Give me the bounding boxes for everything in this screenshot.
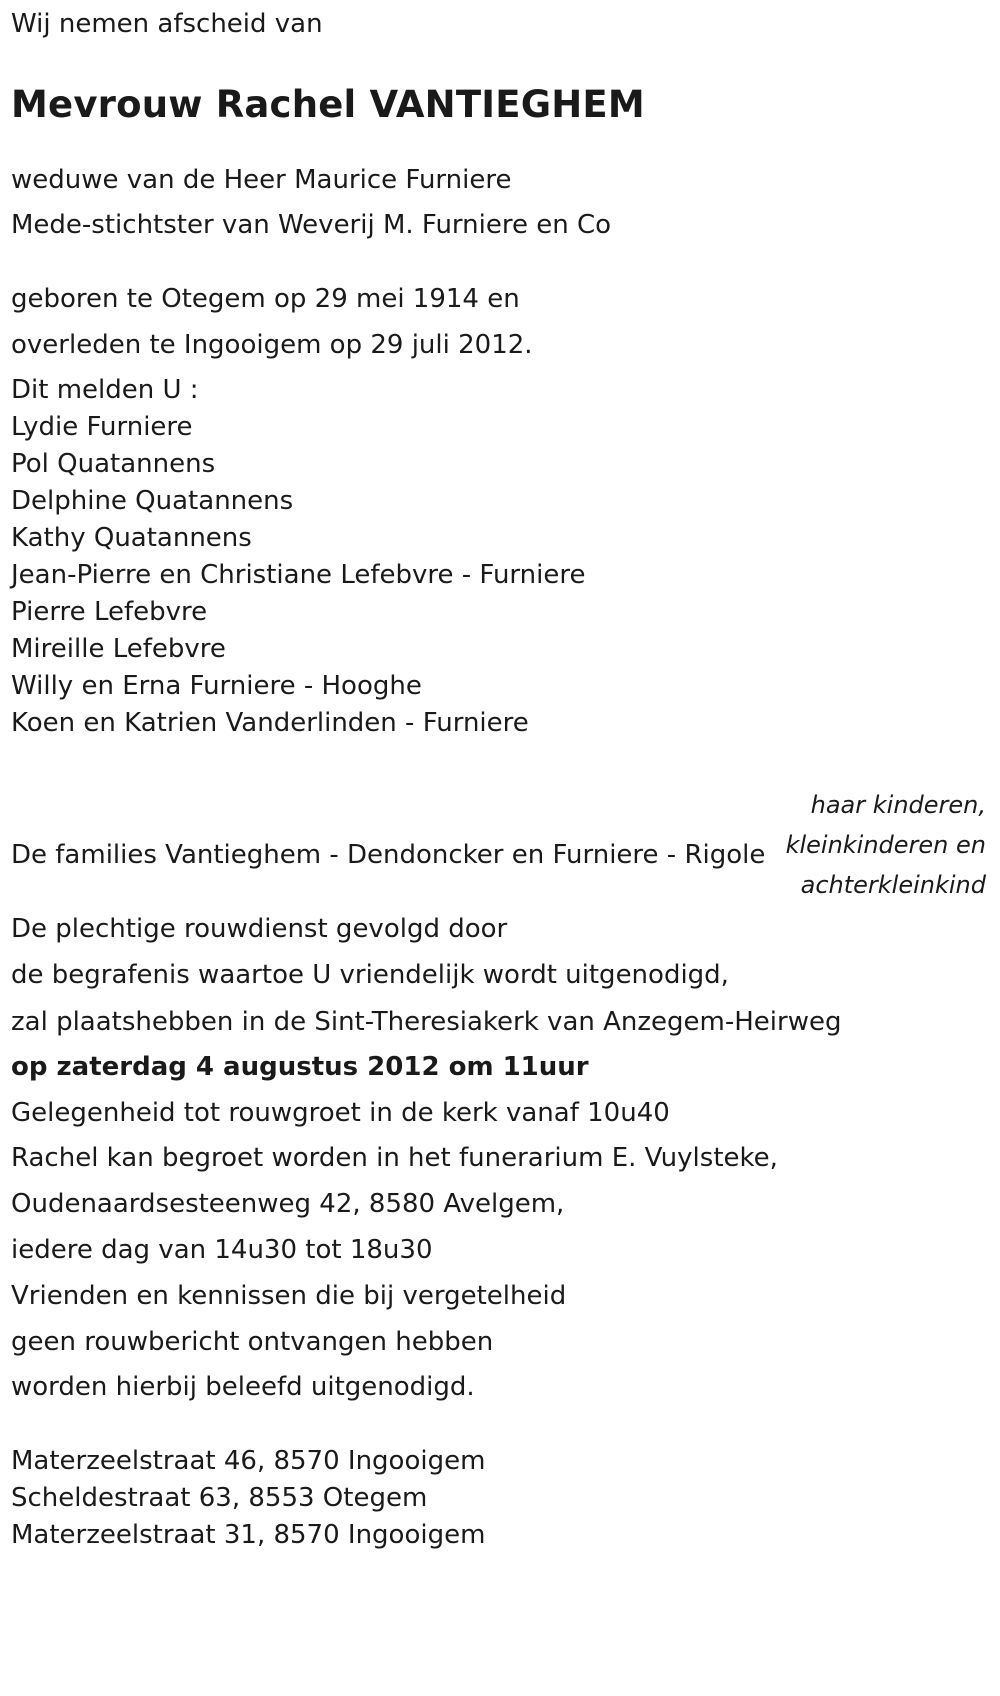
address-line: Scheldestraat 63, 8553 Otegem: [11, 1483, 428, 1513]
detail-line: Vrienden en kennissen die bij vergetelheid: [11, 1281, 567, 1311]
service-line: de begrafenis waartoe U vriendelijk wordt uitgenodigd,: [11, 960, 729, 990]
detail-line: Oudenaardsesteenweg 42, 8580 Avelgem,: [11, 1189, 565, 1219]
relation-line: achterkleinkind: [800, 871, 986, 899]
families-text: De families Vantieghem - Dendoncker en Furniere - Rigole: [11, 840, 766, 870]
relation-line: haar kinderen,: [810, 791, 986, 819]
mourner-item: Koen en Katrien Vanderlinden - Furniere: [11, 708, 529, 738]
detail-line: iedere dag van 14u30 tot 18u30: [11, 1235, 433, 1265]
detail-line: Rachel kan begroet worden in het funerarium E. Vuylsteke,: [11, 1143, 778, 1173]
address-line: Materzeelstraat 31, 8570 Ingooigem: [11, 1520, 486, 1550]
widow-of-text: weduwe van de Heer Maurice Furniere: [11, 165, 512, 195]
detail-line: Gelegenheid tot rouwgroet in de kerk vanaf 10u40: [11, 1098, 670, 1128]
mourner-item: Pol Quatannens: [11, 449, 216, 479]
service-date: op zaterdag 4 augustus 2012 om 11uur: [11, 1052, 589, 1082]
cofounder-text: Mede-stichtster van Weverij M. Furniere en Co: [11, 210, 612, 240]
deceased-name: Mevrouw Rachel VANTIEGHEM: [11, 83, 645, 126]
mourner-item: Lydie Furniere: [11, 412, 193, 442]
service-line: zal plaatshebben in de Sint-Theresiakerk van Anzegem-Heirweg: [11, 1007, 842, 1037]
address-line: Materzeelstraat 46, 8570 Ingooigem: [11, 1446, 486, 1476]
birth-text: geboren te Otegem op 29 mei 1914 en: [11, 284, 520, 314]
relation-line: kleinkinderen en: [785, 831, 986, 859]
detail-line: geen rouwbericht ontvangen hebben: [11, 1327, 494, 1357]
mourner-item: Delphine Quatannens: [11, 486, 294, 516]
death-text: overleden te Ingooigem op 29 juli 2012.: [11, 330, 533, 360]
relation-note: [786, 785, 986, 905]
mourner-item: Jean-Pierre en Christiane Lefebvre - Furniere: [11, 560, 586, 590]
mourner-item: Kathy Quatannens: [11, 523, 252, 553]
announce-text: Dit melden U :: [11, 375, 199, 405]
intro-text: Wij nemen afscheid van: [11, 9, 323, 39]
detail-line: worden hierbij beleefd uitgenodigd.: [11, 1372, 475, 1402]
mourner-item: Willy en Erna Furniere - Hooghe: [11, 671, 422, 701]
mourner-item: Pierre Lefebvre: [11, 597, 208, 627]
mourner-item: Mireille Lefebvre: [11, 634, 226, 664]
service-line: De plechtige rouwdienst gevolgd door: [11, 914, 508, 944]
